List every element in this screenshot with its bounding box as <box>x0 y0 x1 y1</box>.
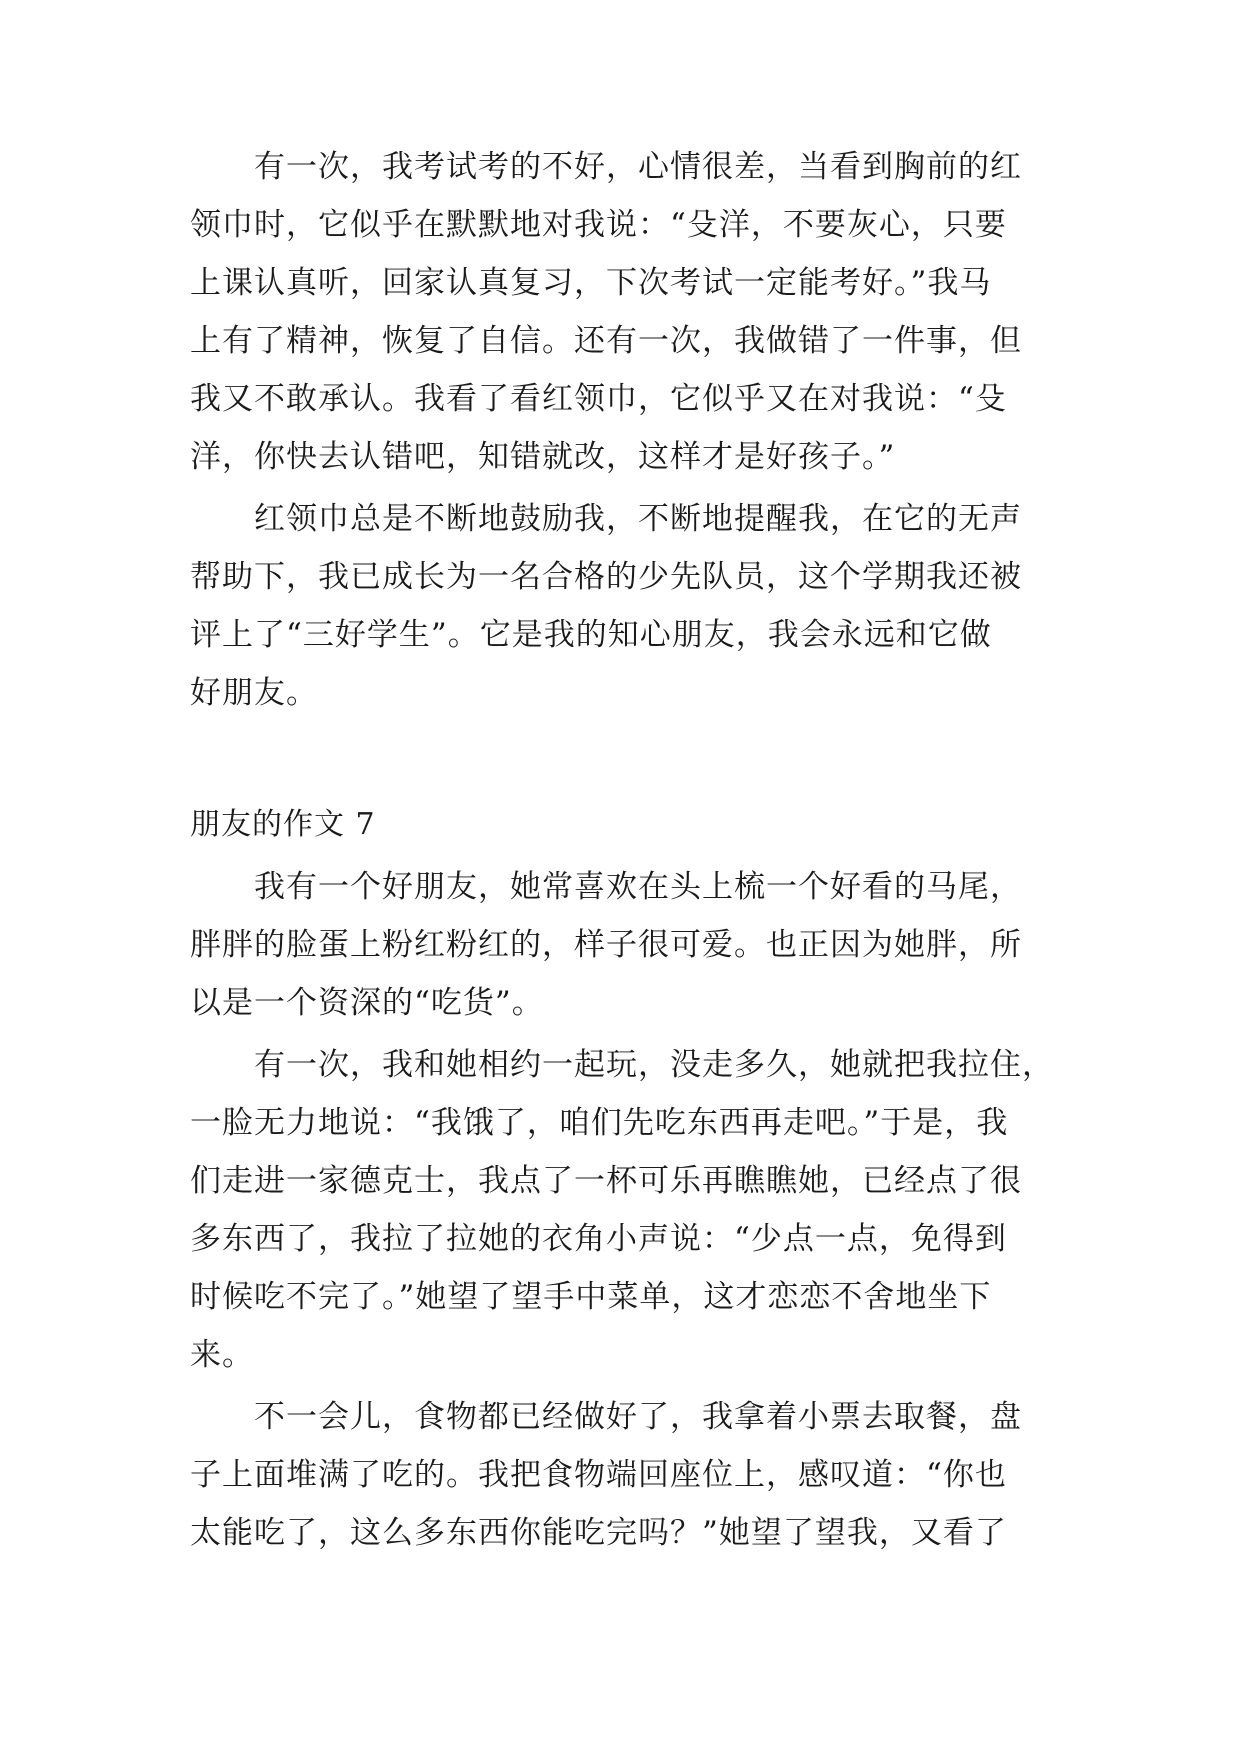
paragraph-line: 一脸无力地说：“我饿了，咱们先吃东西再走吧。”于是，我 <box>190 1105 1009 1141</box>
paragraph-line: 胖胖的脸蛋上粉红粉红的，样子很可爱。也正因为她胖，所 <box>190 927 1022 963</box>
section-title: 朋友的作文 7 <box>190 807 376 842</box>
paragraph-line: 有一次，我考试考的不好，心情很差，当看到胸前的红 <box>190 149 1022 185</box>
paragraph-line: 帮助下，我已成长为一名合格的少先队员，这个学期我还被 <box>190 559 1022 595</box>
paragraph-line: 太能吃了，这么多东西你能吃完吗？”她望了望我，又看了 <box>190 1515 1007 1551</box>
paragraph-line: 多东西了，我拉了拉她的衣角小声说：“少点一点，免得到 <box>190 1221 1007 1257</box>
paragraph-line: 以是一个资深的“吃货”。 <box>190 985 544 1021</box>
paragraph-line: 领巾时，它似乎在默默地对我说：“殳洋，不要灰心，只要 <box>190 207 1007 243</box>
paragraph-line: 子上面堆满了吃的。我把食物端回座位上，感叹道：“你也 <box>190 1457 1007 1493</box>
paragraph-line: 上有了精神，恢复了自信。还有一次，我做错了一件事，但 <box>190 323 1022 359</box>
paragraph-line: 上课认真听，回家认真复习，下次考试一定能考好。”我马 <box>190 265 992 301</box>
paragraph-line: 时候吃不完了。”她望了望手中菜单，这才恋恋不舍地坐下 <box>190 1279 992 1315</box>
paragraph-line: 不一会儿，食物都已经做好了，我拿着小票去取餐，盘 <box>190 1399 1022 1435</box>
paragraph-line: 们走进一家德克士，我点了一杯可乐再瞧瞧她，已经点了很 <box>190 1163 1022 1199</box>
paragraph-line: 我有一个好朋友，她常喜欢在头上梳一个好看的马尾， <box>190 869 1022 905</box>
paragraph-line: 洋，你快去认错吧，知错就改，这样才是好孩子。” <box>190 439 896 475</box>
paragraph-line: 我又不敢承认。我看了看红领巾，它似乎又在对我说：“殳 <box>190 381 1007 417</box>
paragraph-line: 来。 <box>190 1337 254 1373</box>
paragraph-line: 红领巾总是不断地鼓励我，不断地提醒我，在它的无声 <box>190 501 1022 537</box>
paragraph-line: 好朋友。 <box>190 675 318 711</box>
paragraph-line: 有一次，我和她相约一起玩，没走多久，她就把我拉住， <box>190 1047 1054 1083</box>
paragraph-line: 评上了“三好学生”。它是我的知心朋友，我会永远和它做 <box>190 617 992 653</box>
